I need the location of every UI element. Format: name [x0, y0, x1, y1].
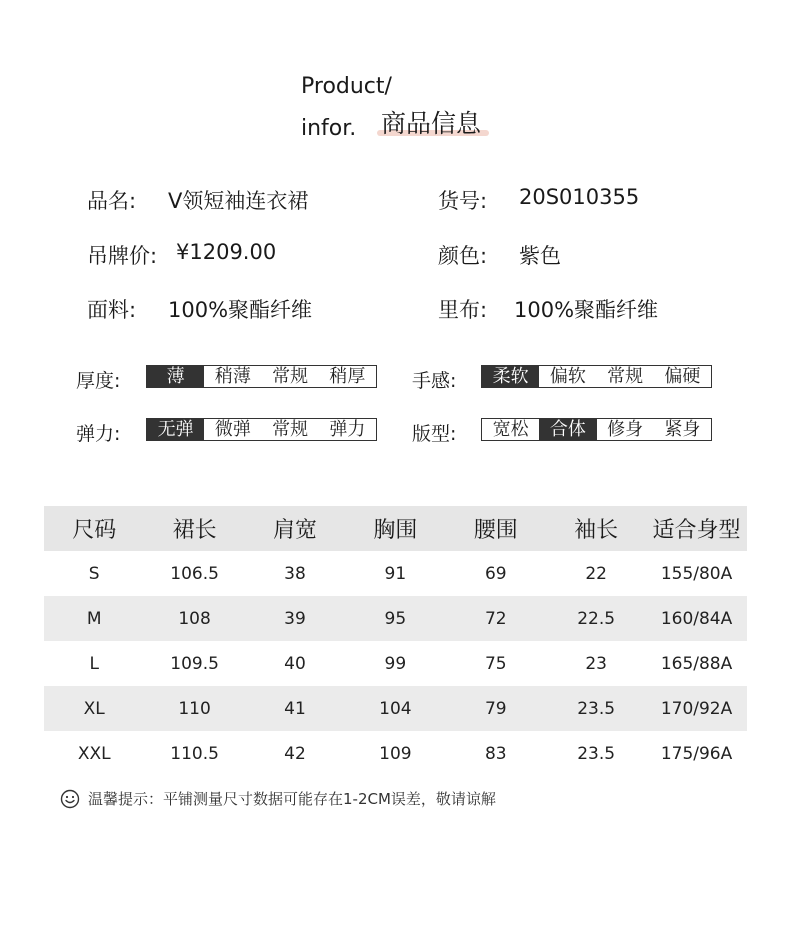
title-en-line2: infor.	[301, 116, 357, 141]
thickness-scale	[146, 365, 377, 388]
header-cell: 袖长	[574, 518, 619, 543]
table-cell: 155/80A	[660, 563, 733, 584]
table-row	[44, 686, 747, 731]
thickness-option: 常规	[272, 366, 309, 387]
fit-option: 合体	[539, 419, 596, 440]
fit-option: 紧身	[664, 419, 701, 440]
elasticity-label: 弹力:	[76, 423, 121, 445]
header-cell: 胸围	[373, 518, 418, 543]
table-cell: 95	[384, 608, 407, 629]
header-cell: 腰围	[473, 518, 518, 543]
table-cell: 104	[379, 698, 412, 719]
header-cell: 肩宽	[272, 518, 317, 543]
table-cell: 106.5	[170, 563, 219, 584]
fabric-value: 100%聚酯纤维	[168, 298, 313, 322]
item-no-label: 货号:	[438, 189, 488, 213]
size-table	[44, 506, 747, 776]
table-cell: 23.5	[577, 698, 616, 719]
feel-option: 柔软	[482, 366, 539, 387]
table-cell: 38	[284, 563, 306, 584]
table-cell: 22.5	[577, 608, 616, 629]
fit-option: 修身	[607, 419, 644, 440]
thickness-option: 薄	[147, 366, 204, 387]
name-label: 品名:	[87, 189, 137, 213]
elasticity-option: 微弹	[214, 419, 251, 440]
note-text: 温馨提示：平铺测量尺寸数据可能存在1-2CM误差，敬请谅解	[88, 790, 496, 808]
color-label: 颜色:	[438, 244, 488, 268]
table-cell: 160/84A	[660, 608, 733, 629]
table-cell: 110.5	[170, 743, 219, 764]
table-cell: 72	[484, 608, 507, 629]
table-cell: 165/88A	[660, 653, 733, 674]
table-cell: 75	[484, 653, 507, 674]
table-cell: L	[89, 653, 99, 674]
header-cell: 尺码	[72, 518, 117, 543]
table-cell: 41	[284, 698, 306, 719]
elasticity-option: 无弹	[147, 419, 204, 440]
header-cell: 裙长	[172, 518, 217, 543]
table-cell: 69	[484, 563, 507, 584]
feel-label: 手感:	[412, 370, 457, 392]
thickness-option: 稍厚	[329, 366, 366, 387]
table-cell: 39	[284, 608, 306, 629]
elasticity-scale	[146, 418, 377, 441]
size-table-header	[44, 506, 747, 551]
table-cell: 109	[379, 743, 412, 764]
title-cn: 商品信息	[381, 109, 482, 138]
table-cell: 109.5	[170, 653, 219, 674]
table-row	[44, 551, 747, 596]
lining-label: 里布:	[438, 298, 488, 322]
title-en-line1: Product/	[301, 74, 392, 99]
table-cell: XL	[83, 698, 105, 719]
table-cell: 23.5	[577, 743, 616, 764]
table-row	[44, 731, 747, 776]
table-cell: 23	[585, 653, 607, 674]
tag-price-value: ¥1209.00	[176, 240, 277, 264]
elasticity-option: 弹力	[329, 419, 366, 440]
table-cell: 175/96A	[660, 743, 733, 764]
table-cell: 83	[484, 743, 507, 764]
fit-label: 版型:	[412, 423, 457, 445]
table-cell: 22	[585, 563, 607, 584]
feel-option: 偏软	[549, 366, 586, 387]
elasticity-option: 常规	[272, 419, 309, 440]
table-cell: 108	[178, 608, 211, 629]
measurement-note	[60, 788, 496, 809]
name-value: V领短袖连衣裙	[168, 189, 309, 213]
table-row	[44, 596, 747, 641]
table-cell: 170/92A	[660, 698, 733, 719]
table-cell: 42	[284, 743, 306, 764]
table-row	[44, 641, 747, 686]
fit-option: 宽松	[492, 419, 529, 440]
thickness-label: 厚度:	[76, 370, 121, 392]
lining-value: 100%聚酯纤维	[514, 298, 659, 322]
tag-price-label: 吊牌价:	[87, 244, 158, 268]
fabric-label: 面料:	[87, 298, 137, 322]
table-cell: M	[86, 608, 102, 629]
fit-scale	[481, 418, 712, 441]
table-cell: S	[88, 563, 100, 584]
table-cell: 40	[284, 653, 306, 674]
feel-option: 偏硬	[664, 366, 701, 387]
header-cell: 适合身型	[652, 518, 741, 543]
table-cell: XXL	[77, 743, 111, 764]
smile-icon	[60, 789, 80, 809]
thickness-option: 稍薄	[214, 366, 251, 387]
color-value: 紫色	[519, 244, 561, 268]
table-cell: 99	[384, 653, 407, 674]
feel-option: 常规	[607, 366, 644, 387]
table-cell: 79	[484, 698, 507, 719]
item-no-value: 20S010355	[519, 185, 640, 209]
feel-scale	[481, 365, 712, 388]
table-cell: 110	[178, 698, 211, 719]
table-cell: 91	[384, 563, 407, 584]
